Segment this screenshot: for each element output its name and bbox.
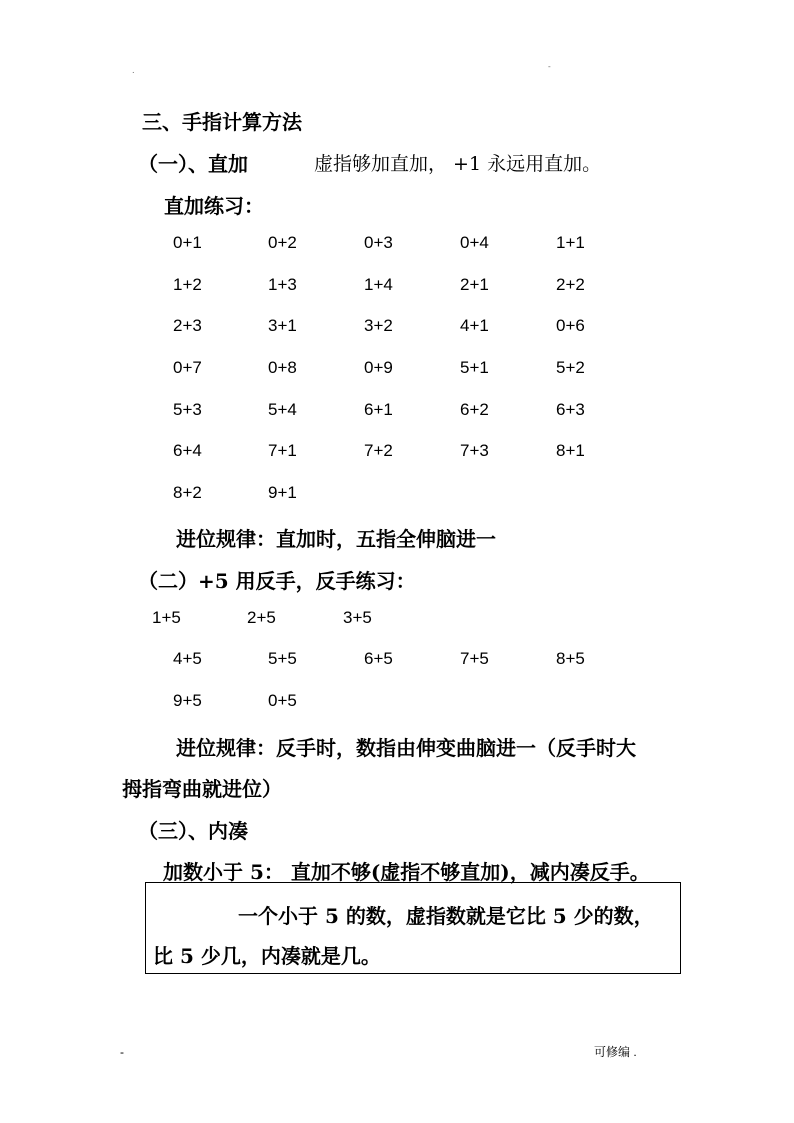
exercise-item: 7+2 bbox=[364, 441, 393, 460]
exercise-item: 2+1 bbox=[460, 275, 489, 294]
exercise-item: 1+2 bbox=[173, 275, 202, 294]
part2-heading: （二）+5 用反手，反手练习： bbox=[138, 569, 416, 593]
exercise-item: 9+1 bbox=[268, 483, 297, 502]
exercise-item: 1+4 bbox=[364, 275, 393, 294]
exercise-item: 0+2 bbox=[268, 233, 297, 252]
exercise-item: 5+3 bbox=[173, 400, 202, 419]
header-mark-right: - bbox=[548, 62, 551, 71]
note-box bbox=[145, 882, 681, 974]
part1-carry-rule: 进位规律：直加时，五指全伸脑进一 bbox=[176, 527, 496, 551]
part2-carry-rule-line1: 进位规律：反手时，数指由伸变曲脑进一（反手时大 bbox=[176, 736, 636, 760]
part3-rule: 加数小于 5： 直加不够(虚指不够直加)，减内凑反手。 bbox=[163, 860, 650, 884]
exercise-item: 7+5 bbox=[460, 649, 489, 668]
exercise-item: 1+3 bbox=[268, 275, 297, 294]
exercise-item: 8+1 bbox=[556, 441, 585, 460]
exercise-item: 3+5 bbox=[343, 608, 372, 627]
exercise-item: 0+7 bbox=[173, 358, 202, 377]
part1-rule: 虚指够加直加， +1 永远用直加。 bbox=[314, 153, 602, 175]
part3-heading: （三）、内凑 bbox=[138, 819, 248, 843]
note-box-line2: 比 5 少几，内凑就是几。 bbox=[153, 944, 381, 968]
exercise-item: 3+1 bbox=[268, 316, 297, 335]
part1-heading: （一）、直加 bbox=[138, 152, 248, 176]
exercise-item: 2+2 bbox=[556, 275, 585, 294]
exercise-item: 8+5 bbox=[556, 649, 585, 668]
exercise-item: 1+5 bbox=[152, 608, 181, 627]
exercise-item: 9+5 bbox=[173, 691, 202, 710]
note-box-line1: 一个小于 5 的数，虚指数就是它比 5 少的数， bbox=[238, 904, 654, 928]
exercise-item: 5+5 bbox=[268, 649, 297, 668]
exercise-item: 5+2 bbox=[556, 358, 585, 377]
exercise-item: 4+5 bbox=[173, 649, 202, 668]
exercise-item: 5+4 bbox=[268, 400, 297, 419]
exercise-item: 8+2 bbox=[173, 483, 202, 502]
exercise-item: 0+6 bbox=[556, 316, 585, 335]
exercise-item: 6+3 bbox=[556, 400, 585, 419]
exercise-item: 0+1 bbox=[173, 233, 202, 252]
exercise-item: 3+2 bbox=[364, 316, 393, 335]
exercise-item: 6+5 bbox=[364, 649, 393, 668]
part1-practice-label: 直加练习： bbox=[164, 194, 264, 218]
exercise-item: 0+5 bbox=[268, 691, 297, 710]
exercise-item: 6+2 bbox=[460, 400, 489, 419]
exercise-item: 0+4 bbox=[460, 233, 489, 252]
exercise-item: 7+1 bbox=[268, 441, 297, 460]
part2-carry-rule-line2: 拇指弯曲就进位） bbox=[122, 777, 282, 801]
exercise-item: 1+1 bbox=[556, 233, 585, 252]
footer-editable-note: 可修编 . bbox=[594, 1045, 637, 1059]
exercise-item: 0+3 bbox=[364, 233, 393, 252]
exercise-item: 7+3 bbox=[460, 441, 489, 460]
footer-mark-left: - bbox=[120, 1045, 124, 1059]
header-mark-left: . bbox=[132, 66, 135, 75]
exercise-item: 6+1 bbox=[364, 400, 393, 419]
exercise-item: 6+4 bbox=[173, 441, 202, 460]
exercise-item: 4+1 bbox=[460, 316, 489, 335]
exercise-item: 0+9 bbox=[364, 358, 393, 377]
exercise-item: 2+3 bbox=[173, 316, 202, 335]
exercise-item: 0+8 bbox=[268, 358, 297, 377]
exercise-item: 2+5 bbox=[247, 608, 276, 627]
exercise-item: 5+1 bbox=[460, 358, 489, 377]
section-title: 三、手指计算方法 bbox=[142, 110, 302, 134]
